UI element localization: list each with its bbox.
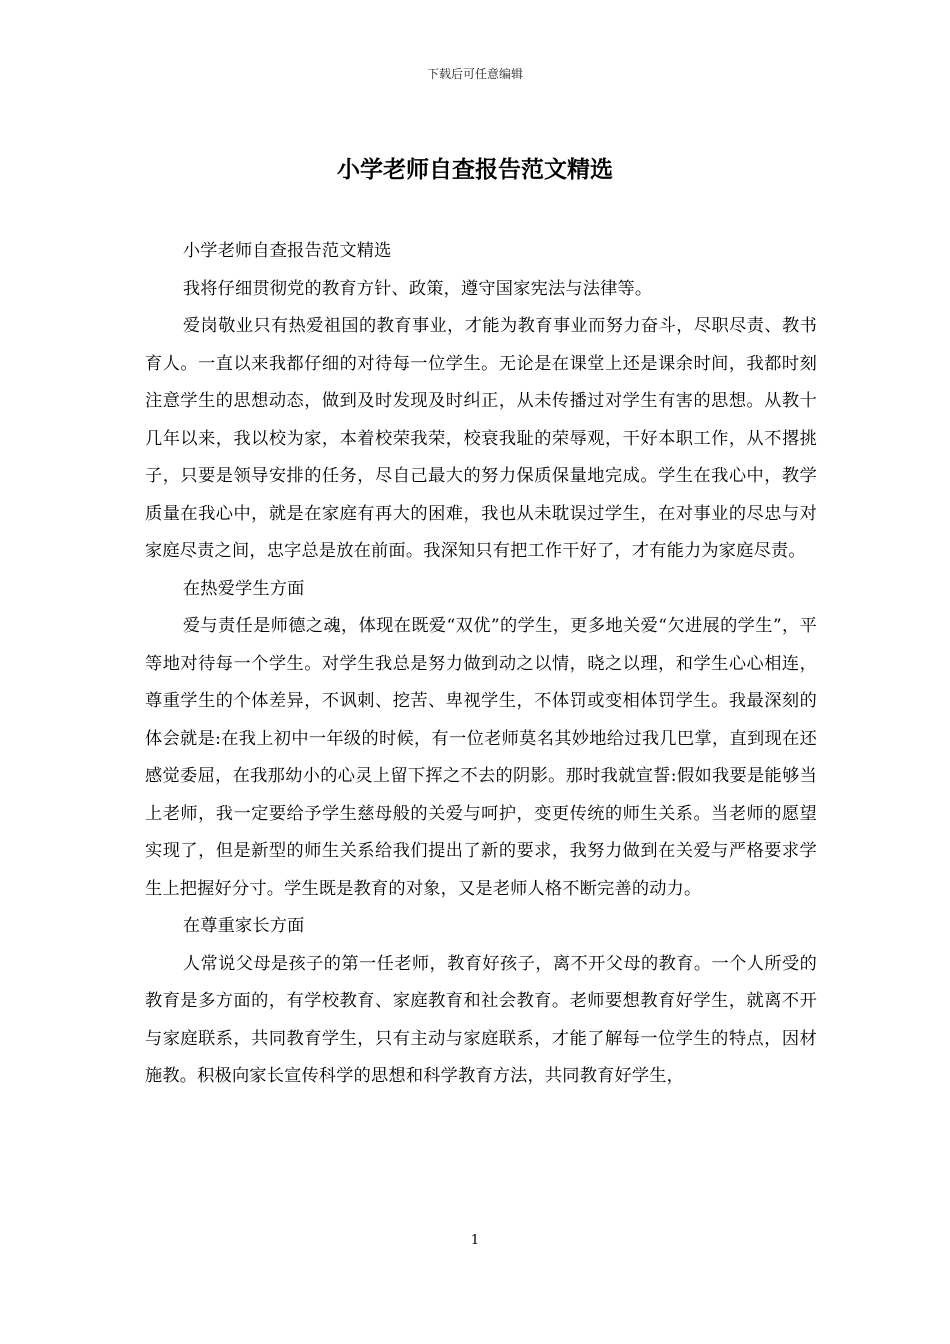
paragraph-love-students: 爱与责任是师德之魂，体现在既爱“双优”的学生，更多地关爱“欠进展的学生”，平等地对待每一个学生。对学生我总是努力做到动之以情，晓之以理，和学生心心相连，尊重学生的个体差异，不讽刺、挖苦、卑视学生，不体罚或变相体罚学生。我最深刻的体会就是:在我上初中一年级的时候，有一位老师莫名其妙地给过我几巴掌，直到现在还感觉委屈，在我那幼小的心灵上留下挥之不去的阴影。那时我就宣誓:假如我要是能够当上老师，我一定要给予学生慈母般的关爱与呵护，变更传统的师生关系。当老师的愿望实现了，但是新型的师生关系给我们提出了新的要求，我努力做到在关爱与严格要求学生上把握好分寸。学生既是教育的对象，又是老师人格不断完善的动力。 — [145, 616, 817, 899]
section-heading-respect-parents: 在尊重家长方面 — [182, 916, 305, 936]
document-body — [145, 233, 817, 1096]
paragraph-dedication: 爱岗敬业只有热爱祖国的教育事业，才能为教育事业而努力奋斗，尽职尽责、教书育人。一直以来我都仔细的对待每一位学生。无论是在课堂上还是课余时间，我都时刻注意学生的思想动态，做到及时发现及时纠正，从未传播过对学生有害的思想。从教十几年以来，我以校为家，本着校荣我荣，校衰我耻的荣辱观，干好本职工作，从不撂挑子，只要是领导安排的任务，尽自己最大的努力保质保量地完成。学生在我心中，教学质量在我心中，就是在家庭有再大的困难，我也从未耽误过学生，在对事业的尽忠与对家庭尽责之间，忠字总是放在前面。我深知只有把工作干好了，才有能力为家庭尽责。 — [145, 316, 817, 561]
page-number: 1 — [470, 1233, 480, 1248]
paragraph-pledge: 我将仔细贯彻党的教育方针、政策，遵守国家宪法与法律等。 — [182, 278, 653, 299]
page-header-note: 下载后可任意编辑 — [426, 67, 523, 81]
section-heading-love-students: 在热爱学生方面 — [182, 578, 305, 599]
document-title: 小学老师自查报告范文精选 — [337, 156, 613, 183]
paragraph-respect-parents: 人常说父母是孩子的第一任老师，教育好孩子，离不开父母的教育。一个人所受的教育是多方面的，有学校教育、家庭教育和社会教育。老师要想教育好学生，就离不开与家庭联系，共同教育学生，只有主动与家庭联系，才能了解每一位学生的特点，因材施教。积极向家长宣传科学的思想和科学教育方法，共同教育好学生， — [145, 953, 817, 1086]
paragraph-subtitle: 小学老师自查报告范文精选 — [182, 241, 392, 261]
